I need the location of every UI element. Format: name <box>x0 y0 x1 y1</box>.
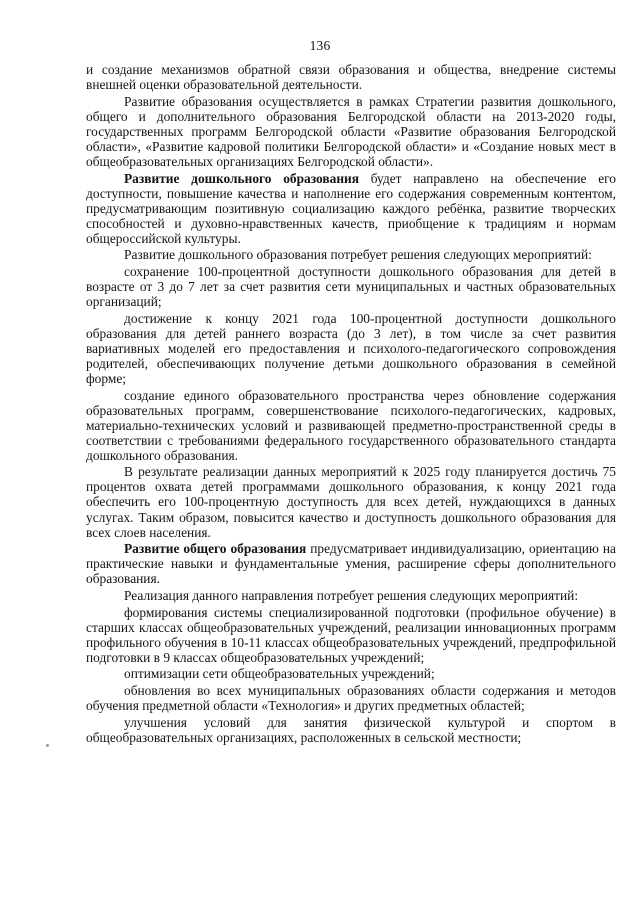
paragraph <box>86 62 616 92</box>
scan-speck <box>46 744 49 747</box>
page-number: 136 <box>309 38 331 53</box>
paragraph-text: Развитие образования осуществляется в рамках Стратегии развития дошкольного, общего и дополнительного образования Белгородской области на 2013-2020 годы, государственных программ Белгородской области «Развитие образования Белгородской области», «Развитие кадровой политики Белгородской области» и «Создание новых мест в общеобразовательных организациях Белгородской области». <box>86 93 616 169</box>
paragraph <box>86 464 616 539</box>
paragraph-text: улучшения условий для занятия физической культурой и спортом в общеобразовательных организациях, расположенных в сельской местности; <box>86 714 616 745</box>
paragraph <box>86 588 616 603</box>
paragraph-text: создание единого образовательного пространства через обновление содержания образовательных программ, совершенствование психолого-педагогических, кадровых, материально-технических условий и развивающей предметно-пространственной среды в соответствии с требованиями федерального государственного образовательного стандарта дошкольного образования. <box>86 387 616 463</box>
paragraph-text: формирования системы специализированной подготовки (профильное обучение) в старших классах общеобразовательных учреждений, реализации инновационных программ профильного обучения в 10-11 классах общеобразовательных учреждений, предпрофильной подготовки в 9 классах общеобразовательных учреждений; <box>86 604 616 665</box>
list-item <box>86 264 616 309</box>
list-item <box>86 605 616 665</box>
paragraph <box>86 541 616 586</box>
paragraph-text: достижение к концу 2021 года 100-процентной доступности дошкольного образования для детей раннего возраста (до 3 лет), в том числе за счет развития вариативных моделей его предоставления и психолого-педагогического сопровождения родителей, обеспечивающих получение детьми дошкольного образования в семейной форме; <box>86 310 616 386</box>
paragraph-text: будет направлено на обеспечение его доступности, повышение качества и наполнение его содержания современным контентом, предусматривающим позитивную социализацию каждого ребёнка, развитие творческих способностей и духовно-нравственных качеств, приобщение к традициям и нормам общероссийской культуры. <box>86 170 617 246</box>
paragraph-text: Развитие дошкольного образования потребует решения следующих мероприятий: <box>124 247 592 263</box>
paragraph <box>86 171 616 246</box>
section-heading: Развитие дошкольного образования <box>124 170 359 186</box>
list-item <box>86 683 616 713</box>
document-body <box>86 62 616 746</box>
paragraph-text: оптимизации сети общеобразовательных учреждений; <box>124 666 435 682</box>
paragraph <box>86 247 616 262</box>
paragraph-text: сохранение 100-процентной доступности дошкольного образования для детей в возрасте от 3 до 7 лет за счет развития сети муниципальных и частных образовательных организаций; <box>86 263 616 310</box>
list-item <box>86 715 616 745</box>
list-item <box>86 388 616 463</box>
paragraph-text: предусматривает индивидуализацию, ориентацию на практические навыки и фундаментальные умения, расширение сферы дополнительного образования. <box>86 541 616 587</box>
section-heading: Развитие общего образования <box>124 541 307 557</box>
paragraph-text: Реализация данного направления потребует решения следующих мероприятий: <box>124 587 579 603</box>
paragraph <box>86 94 616 169</box>
list-item <box>86 666 616 681</box>
list-item <box>86 311 616 386</box>
paragraph-text: обновления во всех муниципальных образованиях области содержания и методов обучения предметной области «Технология» и других предметных областей; <box>86 683 616 714</box>
paragraph-text: В результате реализации данных мероприятий к 2025 году планируется достичь 75 процентов охвата детей программами дошкольного образования, к концу 2021 года обеспечить его 100-процентную доступность для всех детей, нуждающихся в данных услугах. Таким образом, повысится качество и доступность дошкольного образования для всех слоев населения. <box>86 464 616 540</box>
paragraph-text: и создание механизмов обратной связи образования и общества, внедрение системы внешней оценки образовательной деятельности. <box>86 62 616 93</box>
